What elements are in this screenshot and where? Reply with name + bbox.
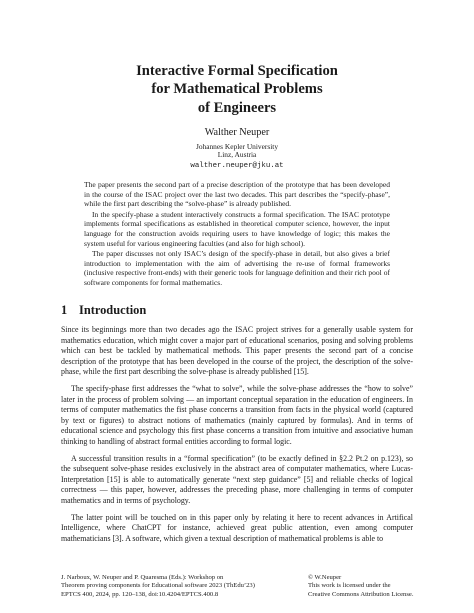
- body-paragraph: The specify-phase first addresses the “what to solve”, while the solve-phase addresses the “how to solve” later in the process of problem solving — an important conceptual separation in the education of engineers. In terms of computer mathematics the fist phase concerns a transition from facts in the physical world (captured by text or figures) to abstract notions of mathematics (mainly captured by formulas). And in terms of educational science and psychology this first phase concerns a transition from intuitive and associative human thinking to handling of abstract formal entities according to formal logic.: [61, 383, 413, 446]
- affiliation-line: Linz, Austria: [217, 150, 257, 160]
- footer-line: This work is licensed under the: [308, 582, 391, 590]
- footer-citation: [61, 574, 301, 599]
- section-title: Introduction: [79, 303, 147, 317]
- section-number: 1: [61, 303, 68, 317]
- abstract: [84, 180, 390, 289]
- title-line: for Mathematical Problems: [151, 81, 323, 98]
- footer-line: EPTCS 400, 2024, pp. 120–138, doi:10.4204/EPTCS.400.8: [61, 590, 219, 598]
- affiliation-line: Johannes Kepler University: [195, 142, 279, 151]
- paper-title: [0, 62, 474, 117]
- abstract-paragraph: The paper discusses not only ISAC’s design of the specify-phase in detail, but also gives a brief introduction to implementation with the aim of advertising the re-use of formal frameworks (inclusive respective front-ends) with their generic tools for language definition and their rich pool of software components for formal mathematics.: [84, 249, 390, 287]
- affiliation: [0, 143, 474, 160]
- footer-license: [308, 574, 418, 599]
- footer-line: Theorem proving components for Educational software 2023 (ThEdu’23): [61, 582, 255, 590]
- title-line: of Engineers: [197, 99, 277, 116]
- footer-line: © W.Neuper: [308, 574, 342, 581]
- abstract-paragraph: In the specify-phase a student interactively constructs a formal specification. The ISAC prototype implements formal specifications as established in theoretical computer science, however, the input language for the construction avoids requiring users to have knowledge of logic; this makes the system useful for various engineering faculties (and also for high school).: [84, 209, 390, 248]
- section-body: [61, 325, 413, 550]
- footer-line: J. Narboux, W. Neuper and P. Quaresma (Eds.): Workshop on: [61, 574, 224, 581]
- body-paragraph: The latter point will be touched on in this paper only by relating it here to recent advances in Artifical Intelligence, where ChatCPT for instance, achieved great public attention, even among computer mathematicians [3]. A software, which given a textual description of mathematical problems is able to: [61, 512, 413, 543]
- body-paragraph: Since its beginnings more than two decades ago the ISAC project strives for a generally usable system for mathematics education, which might cover a major part of educational scenarios, posing and solving problems which can best be tackled by mathematical methods. This paper presents the second part of a concise description of the prototype that has been developed in the course of the project, the description of the solve-phase, while the first part describing the solve-phase is already published [15].: [61, 325, 413, 377]
- footer-line: Creative Commons Attribution License.: [308, 590, 414, 598]
- title-line: Interactive Formal Specification: [136, 63, 338, 79]
- abstract-paragraph: The paper presents the second part of a precise description of the prototype that has been developed in the course of the ISAC project over the last two decades. This part describes the “specify-phase”, while the first part describing the “solve-phase” is already published.: [84, 180, 390, 209]
- body-paragraph: A successful transition results in a “formal specification” (to be exactly defined in §2.2 Pt.2 on p.123), so the subsequent solve-phase resides exclusively in the abstract area of computater mathematics, where Lucas-Interpretation [15] is able to automatically generate “next step guidance” [5] and reliable checks of logical correctness — this paper, however, addresses the preceding phase, more challenging in terms of computer mathematics and in terms of psychology.: [61, 453, 413, 505]
- section-heading: [61, 303, 146, 318]
- author-name: Walther Neuper: [204, 127, 270, 138]
- author-email: walther.neuper@jku.at: [190, 162, 284, 170]
